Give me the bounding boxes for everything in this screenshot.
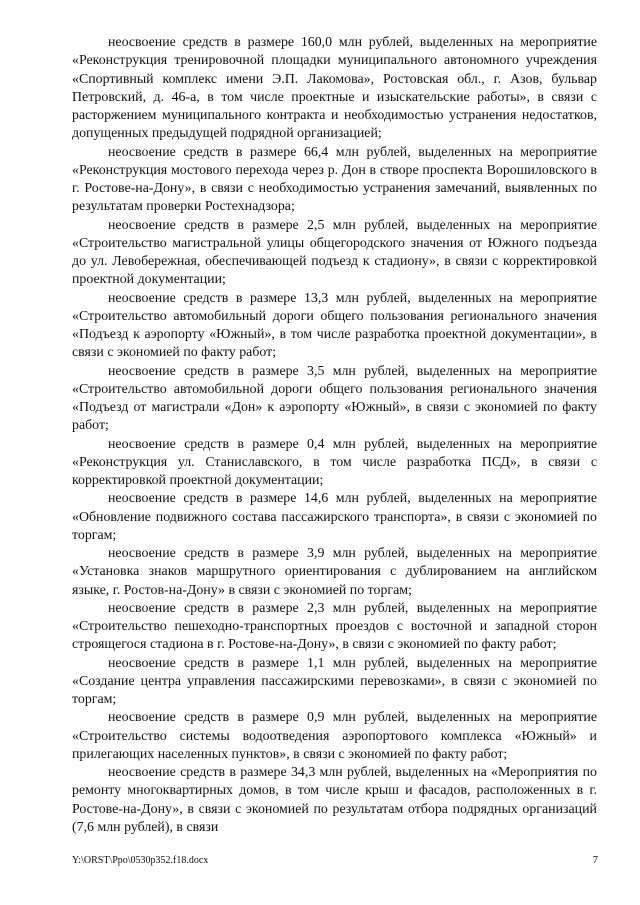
document-body <box>72 34 597 837</box>
paragraph: неосвоение средств в размере 34,3 млн рублей, выделенных на «Мероприятия по ремонту многоквартирных домов, в том числе крыш и фасадов, расположенных в г. Ростове-на-Дону», в связи с экономией по результатам отбора подрядных организаций (7,6 млн рублей), в связи <box>72 765 597 835</box>
paragraph: неосвоение средств в размере 3,5 млн рублей, выделенных на мероприятие «Строительство автомобильной дороги общего пользования регионального значения «Подъезд от магистрали «Дон» к аэропорту «Южный», в связи с экономией по факту работ; <box>72 363 597 434</box>
paragraph: неосвоение средств в размере 3,9 млн рублей, выделенных на мероприятие «Установка знаков маршрутного ориентирования с дублированием на английском языке, г. Ростов-на-Дону» в связи с экономией по торгам; <box>72 546 597 598</box>
paragraph: неосвоение средств в размере 2,3 млн рублей, выделенных на мероприятие «Строительство пешеходно-транспортных проездов с восточной и западной сторон строящегося стадиона в г. Ростове-на-Дону», в связи с экономией по факту работ; <box>72 600 597 653</box>
paragraph: неосвоение средств в размере 2,5 млн рублей, выделенных на мероприятие «Строительство магистральной улицы общегородского значения от Южного подъезда до ул. Левобережная, обеспечивающей подъезд к стадиону», в связи с корректировкой проектной документации; <box>72 217 597 288</box>
paragraph: неосвоение средств в размере 14,6 млн рублей, выделенных на мероприятие «Обновление подвижного состава пассажирского транспорта», в связи с экономией по торгам; <box>72 491 597 543</box>
footer-file-path: Y:\ORST\Ppo\0530p352.f18.docx <box>72 855 209 866</box>
paragraph: неосвоение средств в размере 160,0 млн рублей, выделенных на мероприятие «Реконструкция тренировочной площадки муниципального автономного учреждения «Спортивный комплекс имени Э.П. Лакомова», Ростовская обл., г. Азов, бульвар Петровский, д. 46-а, в том числе проектные и изыскательские работы», в связи с расторжением муниципального контракта и необходимостью устранения недостатков, допущенных предыдущей подрядной организацией; <box>72 35 597 142</box>
paragraph: неосвоение средств в размере 1,1 млн рублей, выделенных на мероприятие «Создание центра управления пассажирскими перевозками», в связи с экономией по торгам; <box>72 655 597 707</box>
paragraph: неосвоение средств в размере 0,9 млн рублей, выделенных на мероприятие «Строительство системы водоотведения аэропортового комплекса «Южный» и прилегающих населенных пунктов», в связи с экономией по факту работ; <box>72 710 597 762</box>
page-number: 7 <box>592 855 598 866</box>
paragraph: неосвоение средств в размере 66,4 млн рублей, выделенных на мероприятие «Реконструкция мостового перехода через р. Дон в створе проспекта Ворошиловского в г. Ростове-на-Дону», в связи с необходимостью устранения замечаний, выявленных по результатам проверки Ростехнадзора; <box>72 144 597 215</box>
paragraph: неосвоение средств в размере 13,3 млн рублей, выделенных на мероприятие «Строительство автомобильный дороги общего пользования регионального значения «Подъезд к аэропорту «Южный», в том числе разработка проектной документации», в связи с экономией по факту работ; <box>72 290 597 361</box>
paragraph: неосвоение средств в размере 0,4 млн рублей, выделенных на мероприятие «Реконструкция ул. Станиславского, в том числе разработка ПСД», в связи с корректировкой проектной документации; <box>72 436 597 488</box>
